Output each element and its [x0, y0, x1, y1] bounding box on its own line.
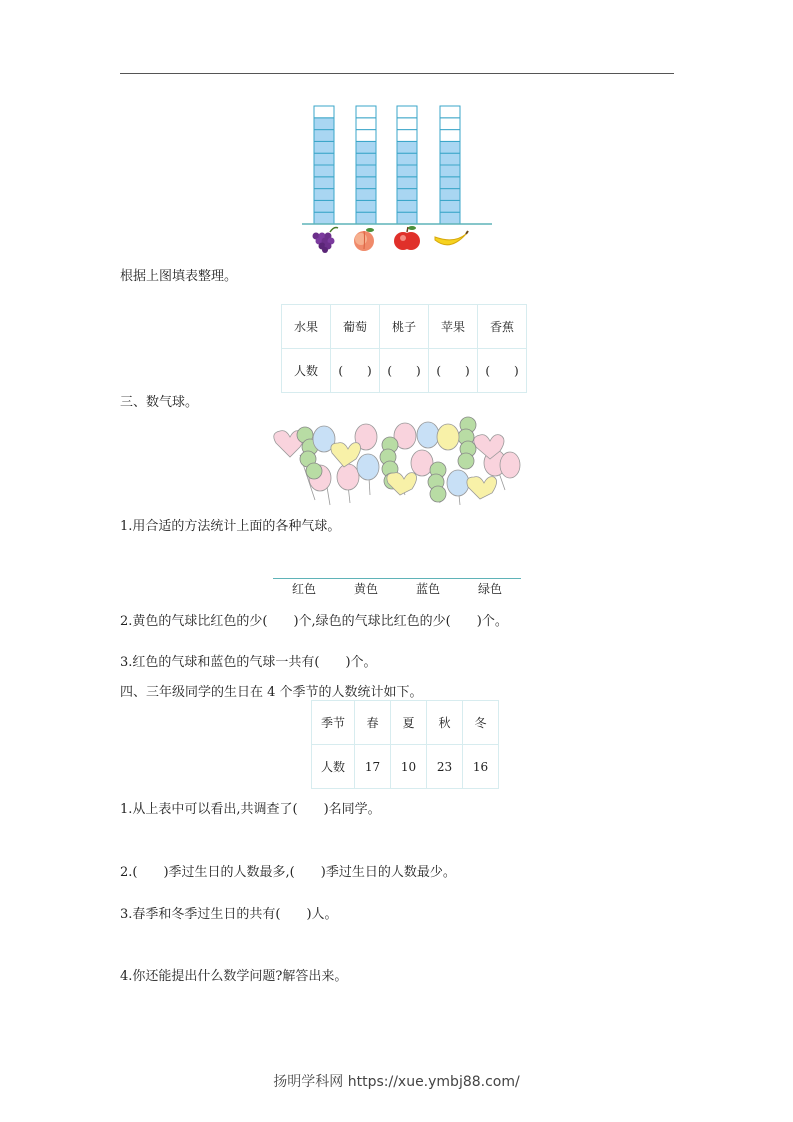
table-row [312, 745, 499, 789]
bar-cell-filled [314, 130, 334, 142]
bar-cell-filled [314, 212, 334, 224]
section-4-title: 四、三年级同学的生日在 4 个季节的人数统计如下。 [120, 685, 423, 700]
table-cell: 春 [355, 701, 391, 745]
tally-line [273, 578, 521, 579]
bar-cell-filled [440, 165, 460, 177]
bar-cell-filled [397, 153, 417, 165]
bar-cell-filled [356, 177, 376, 189]
bar-cell-filled [314, 153, 334, 165]
bar-cell-filled [397, 200, 417, 212]
bar-cell-filled [356, 212, 376, 224]
bar-cell-filled [314, 141, 334, 153]
table-cell: 葡萄 [331, 305, 380, 349]
bar-cell-filled [440, 212, 460, 224]
question-4-4: 4.你还能提出什么数学问题?解答出来。 [120, 969, 348, 984]
bar-cell-filled [356, 200, 376, 212]
banana-icon [435, 231, 468, 245]
bar-cell-filled [314, 177, 334, 189]
bar-cell-empty [397, 106, 417, 118]
bar-cell-filled [356, 189, 376, 201]
balloons-illustration [270, 415, 525, 510]
top-rule [120, 73, 674, 74]
question-3-3: 3.红色的气球和蓝色的气球一共有( )个。 [120, 655, 377, 670]
bar-cell-filled [314, 118, 334, 130]
bar-cell-empty [314, 106, 334, 118]
bar-cell-filled [314, 200, 334, 212]
question-4-2: 2.( )季过生日的人数最多,( )季过生日的人数最少。 [120, 865, 456, 880]
bar-cell-filled [397, 141, 417, 153]
section-3-title: 三、数气球。 [120, 395, 199, 410]
bar-column [314, 106, 334, 224]
bar-cell-filled [314, 165, 334, 177]
bar-cell-filled [397, 177, 417, 189]
bar-cell-filled [397, 189, 417, 201]
bar-cell-empty [440, 130, 460, 142]
color-labels [273, 580, 521, 597]
table-row [282, 349, 527, 393]
apple-icon [394, 226, 420, 250]
bar-cell-empty [356, 118, 376, 130]
bar-cell-filled [440, 141, 460, 153]
question-4-1: 1.从上表中可以看出,共调查了( )名同学。 [120, 802, 381, 817]
bar-cell-filled [356, 153, 376, 165]
table-cell: 秋 [427, 701, 463, 745]
instruction-text: 根据上图填表整理。 [120, 269, 238, 284]
color-label-blue: 蓝色 [415, 582, 440, 596]
answer-blank[interactable]: ( ) [380, 349, 429, 393]
season-table [311, 700, 499, 789]
table-cell: 季节 [312, 701, 355, 745]
bar-column [397, 106, 417, 224]
peach-icon [354, 228, 374, 251]
table-cell: 香蕉 [478, 305, 527, 349]
bar-column [356, 106, 376, 224]
table-row [312, 701, 499, 745]
table-cell: 10 [391, 745, 427, 789]
answer-blank[interactable]: ( ) [331, 349, 380, 393]
bar-cell-empty [397, 130, 417, 142]
table-cell: 人数 [312, 745, 355, 789]
color-label-yellow: 黄色 [353, 582, 378, 596]
grapes-icon [313, 228, 339, 254]
bar-cell-filled [356, 141, 376, 153]
fruit-bar-chart [300, 100, 495, 260]
bar-cell-filled [440, 200, 460, 212]
table-cell: 人数 [282, 349, 331, 393]
bar-cell-filled [397, 165, 417, 177]
table-cell: 冬 [463, 701, 499, 745]
bar-cell-empty [356, 130, 376, 142]
table-cell: 16 [463, 745, 499, 789]
question-4-3: 3.春季和冬季过生日的共有( )人。 [120, 907, 338, 922]
table-cell: 水果 [282, 305, 331, 349]
bar-cell-filled [397, 212, 417, 224]
bar-cell-filled [440, 177, 460, 189]
bar-cell-filled [356, 165, 376, 177]
answer-blank[interactable]: ( ) [478, 349, 527, 393]
bar-cell-filled [314, 189, 334, 201]
bar-cell-empty [440, 118, 460, 130]
color-label-red: 红色 [291, 582, 316, 596]
table-cell: 桃子 [380, 305, 429, 349]
question-3-2: 2.黄色的气球比红色的少( )个,绿色的气球比红色的少( )个。 [120, 614, 508, 629]
table-row [282, 305, 527, 349]
bar-cell-filled [440, 153, 460, 165]
question-3-1: 1.用合适的方法统计上面的各种气球。 [120, 519, 341, 534]
bar-cell-filled [440, 189, 460, 201]
table-cell: 夏 [391, 701, 427, 745]
color-label-green: 绿色 [477, 582, 502, 596]
answer-blank[interactable]: ( ) [429, 349, 478, 393]
bar-cell-empty [356, 106, 376, 118]
bar-column [440, 106, 460, 224]
footer-watermark: 扬明学科网 https://xue.ymbj88.com/ [273, 1074, 520, 1090]
table-cell: 23 [427, 745, 463, 789]
table-cell: 17 [355, 745, 391, 789]
table-cell: 苹果 [429, 305, 478, 349]
fruit-table [281, 304, 527, 393]
bar-cell-empty [397, 118, 417, 130]
bar-cell-empty [440, 106, 460, 118]
